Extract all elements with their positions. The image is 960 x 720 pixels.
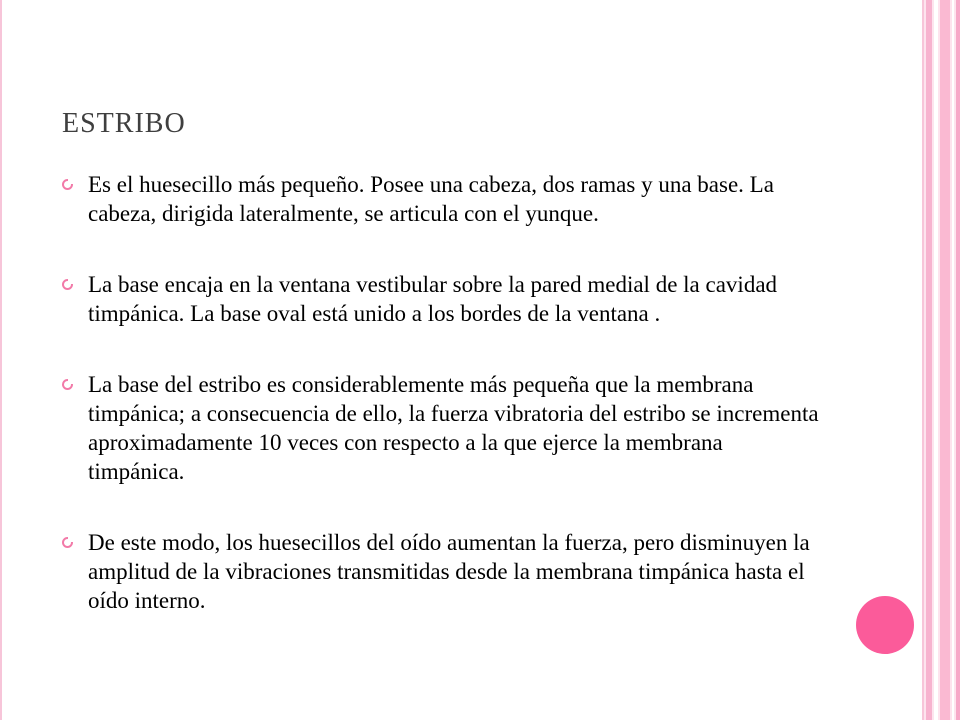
band-stripe	[952, 0, 954, 720]
decorative-pink-circle	[856, 596, 914, 654]
bullet-text: De este modo, los huesecillos del oído aumentan la fuerza, pero disminuyen la amplitud de la vibraciones transmitidas desde la membrana timpánica hasta el oído interno.	[88, 530, 810, 613]
bullet-ring-icon	[62, 279, 73, 290]
bullet-item	[62, 370, 822, 486]
bullet-text: Es el huesecillo más pequeño. Posee una cabeza, dos ramas y una base. La cabeza, dirigida lateralmente, se articula con el yunque.	[88, 172, 774, 226]
bullet-text: La base encaja en la ventana vestibular sobre la pared medial de la cavidad timpánica. La base oval está unido a los bordes de la ventana .	[88, 272, 778, 326]
slide-title: ESTRIBO	[62, 108, 186, 139]
band-stripe	[934, 0, 938, 720]
bullet-ring-icon	[62, 179, 73, 190]
band-stripe	[956, 0, 960, 720]
bullet-item	[62, 270, 822, 328]
bullet-list	[62, 170, 822, 615]
bullet-ring-icon	[62, 537, 73, 548]
bullet-item	[62, 170, 822, 228]
bullet-text: La base del estribo es considerablemente más pequeña que la membrana timpánica; a consecuencia de ello, la fuerza vibratoria del estribo se incrementa aproximadamente 10 veces con respecto a la que ejerce la membrana timpánica.	[88, 372, 819, 484]
band-stripe	[926, 0, 932, 720]
bullet-ring-icon	[62, 379, 73, 390]
band-stripe	[940, 0, 950, 720]
bullet-item	[62, 528, 822, 615]
